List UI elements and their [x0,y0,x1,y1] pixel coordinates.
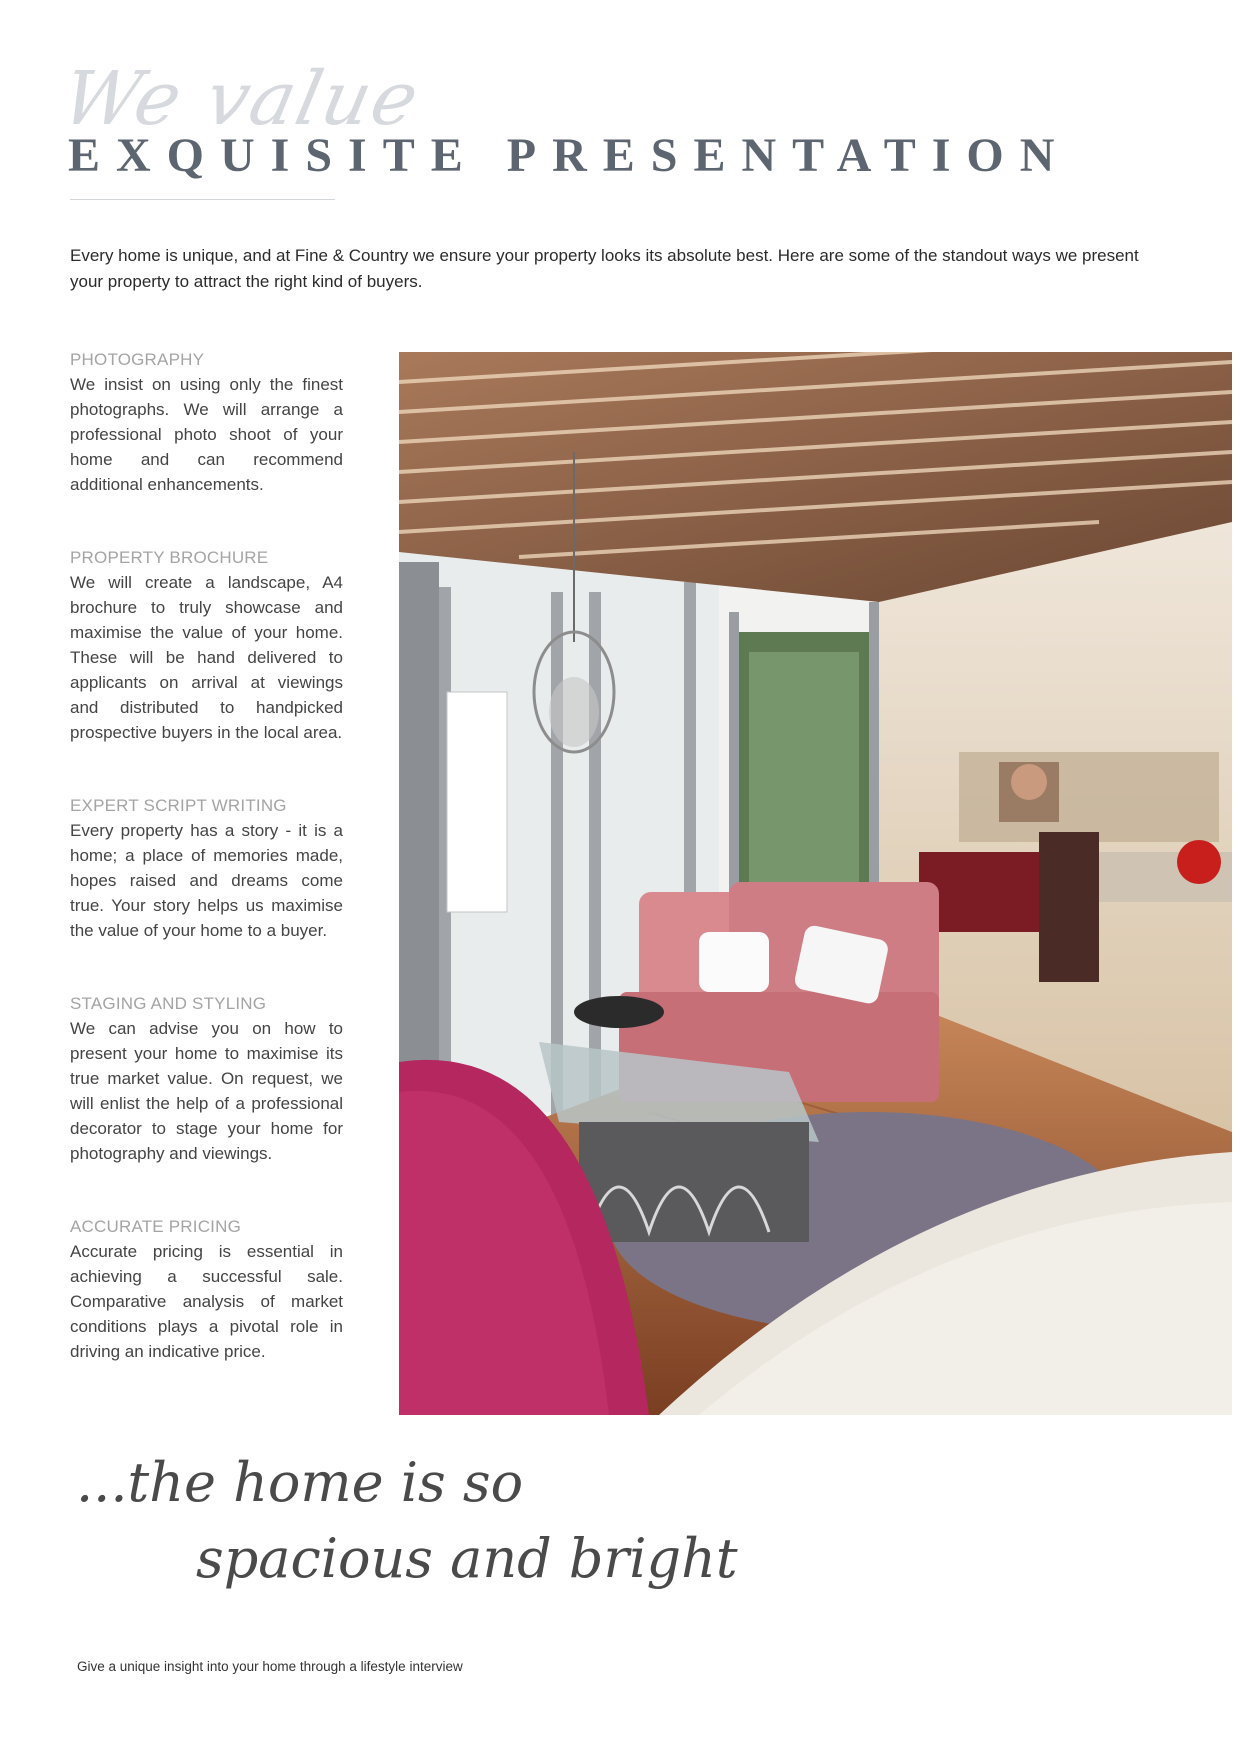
section-heading: ACCURATE PRICING [70,1217,242,1236]
section-expert-script-writing [70,795,343,943]
title-divider [70,199,335,200]
intro-paragraph: Every home is unique, and at Fine & Country we ensure your property looks its absolute best. Here are some of the standout ways we present your property to attract the right kind of buyers. [70,246,1139,291]
section-body: We can advise you on how to present your home to maximise its true market value. On request, we will enlist the help of a professional decorator to stage your home for photography and viewings. [70,1019,343,1163]
quote-line-2: spacious and bright [196,1527,738,1591]
section-photography [70,349,343,497]
service-sections [70,349,343,1414]
interior-lounge-photo [399,352,1232,1415]
handwritten-quote [76,1452,738,1590]
quote-line-1: ...the home is so [76,1451,524,1514]
section-accurate-pricing [70,1216,343,1364]
section-heading: STAGING AND STYLING [70,994,267,1013]
section-body: We insist on using only the finest photographs. We will arrange a professional photo shoot of your home and can recommend additional enhancements. [70,375,343,494]
section-heading: PHOTOGRAPHY [70,350,205,369]
script-overlay-we-value: We value [54,56,428,142]
page-title: EXQUISITE PRESENTATION [68,129,1071,182]
interior-lounge-illustration [399,352,1232,1415]
section-heading: EXPERT SCRIPT WRITING [70,796,287,815]
section-body: Every property has a story - it is a home; a place of memories made, hopes raised and dreams come true. Your story helps us maximise the value of your home to a buyer. [70,821,343,940]
section-property-brochure [70,547,343,745]
section-staging-and-styling [70,993,343,1166]
section-body: Accurate pricing is essential in achieving a successful sale. Comparative analysis of market conditions plays a pivotal role in driving an indicative price. [70,1242,343,1361]
section-body: We will create a landscape, A4 brochure to truly showcase and maximise the value of your home. These will be hand delivered to applicants on arrival at viewings and distributed to handpicked prospective buyers in the local area. [70,573,343,742]
quote-caption: Give a unique insight into your home through a lifestyle interview [77,1659,463,1674]
section-heading: PROPERTY BROCHURE [70,548,269,567]
